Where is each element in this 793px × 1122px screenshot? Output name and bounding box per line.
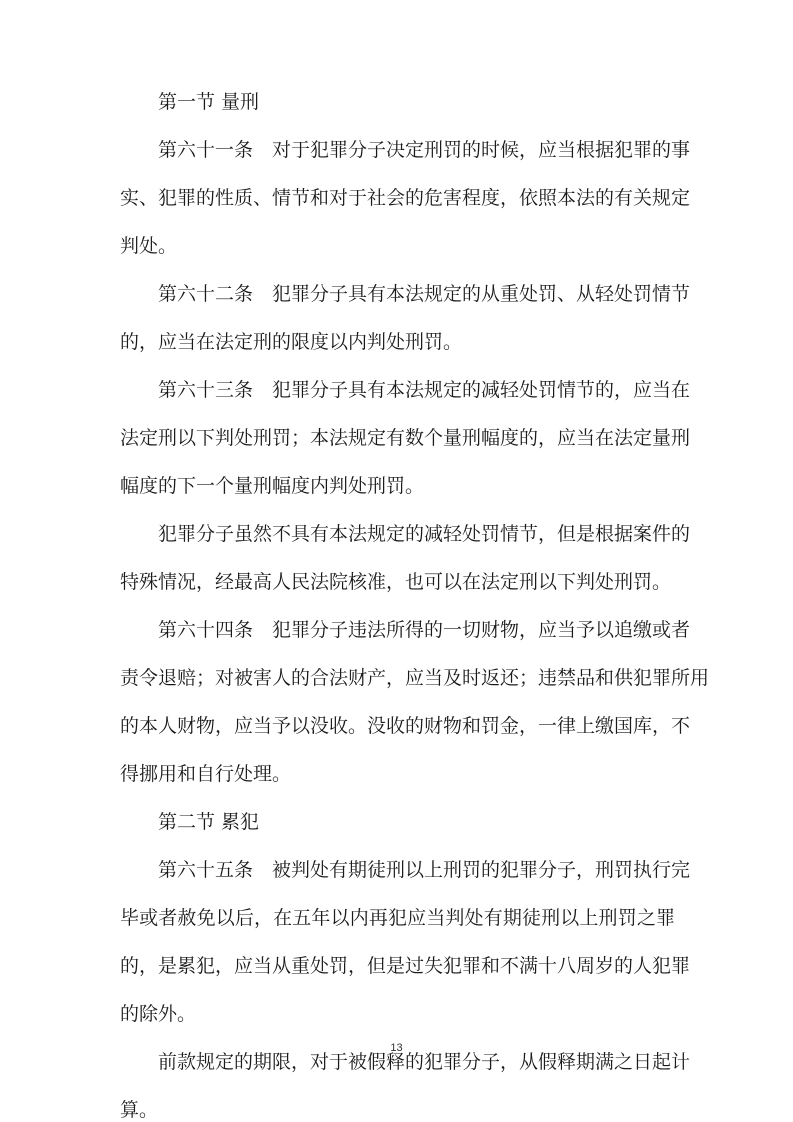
text-line: 实、犯罪的性质、情节和对于社会的危害程度，依照本法的有关规定 bbox=[120, 187, 691, 209]
text-line: 第六十四条 犯罪分子违法所得的一切财物，应当予以追缴或者 bbox=[120, 619, 691, 641]
text-line: 特殊情况，经最高人民法院核准，也可以在法定刑以下判处刑罚。 bbox=[120, 571, 672, 593]
text-line: 前款规定的期限，对于被假释的犯罪分子，从假释期满之日起计 bbox=[120, 1051, 691, 1073]
text-line: 的本人财物，应当予以没收。没收的财物和罚金，一律上缴国库，不 bbox=[120, 715, 691, 737]
text-line: 第六十三条 犯罪分子具有本法规定的减轻处罚情节的，应当在 bbox=[120, 379, 691, 401]
text-line: 得挪用和自行处理。 bbox=[120, 763, 292, 785]
text-line: 第六十五条 被判处有期徒刑以上刑罚的犯罪分子，刑罚执行完 bbox=[120, 859, 691, 881]
text-line: 责令退赔；对被害人的合法财产，应当及时返还；违禁品和供犯罪所用 bbox=[120, 667, 710, 689]
text-line: 算。 bbox=[120, 1099, 159, 1121]
text-line: 毕或者赦免以后，在五年以内再犯应当判处有期徒刑以上刑罚之罪 bbox=[120, 907, 675, 929]
text-line: 犯罪分子虽然不具有本法规定的减轻处罚情节，但是根据案件的 bbox=[120, 523, 691, 545]
text-line: 的，应当在法定刑的限度以内判处刑罚。 bbox=[120, 331, 463, 353]
section-heading: 第二节 累犯 bbox=[120, 811, 260, 833]
text-line: 第六十二条 犯罪分子具有本法规定的从重处罚、从轻处罚情节 bbox=[120, 283, 691, 305]
text-line: 的除外。 bbox=[120, 1003, 197, 1025]
section-heading: 第一节 量刑 bbox=[120, 91, 260, 113]
text-line: 判处。 bbox=[120, 235, 178, 257]
text-line: 法定刑以下判处刑罚；本法规定有数个量刑幅度的，应当在法定量刑 bbox=[120, 427, 691, 449]
text-line: 第六十一条 对于犯罪分子决定刑罚的时候，应当根据犯罪的事 bbox=[120, 139, 691, 161]
text-line: 的，是累犯，应当从重处罚，但是过失犯罪和不满十八周岁的人犯罪 bbox=[120, 955, 691, 977]
text-line: 幅度的下一个量刑幅度内判处刑罚。 bbox=[120, 475, 425, 497]
page-number: 13 bbox=[390, 1042, 403, 1054]
